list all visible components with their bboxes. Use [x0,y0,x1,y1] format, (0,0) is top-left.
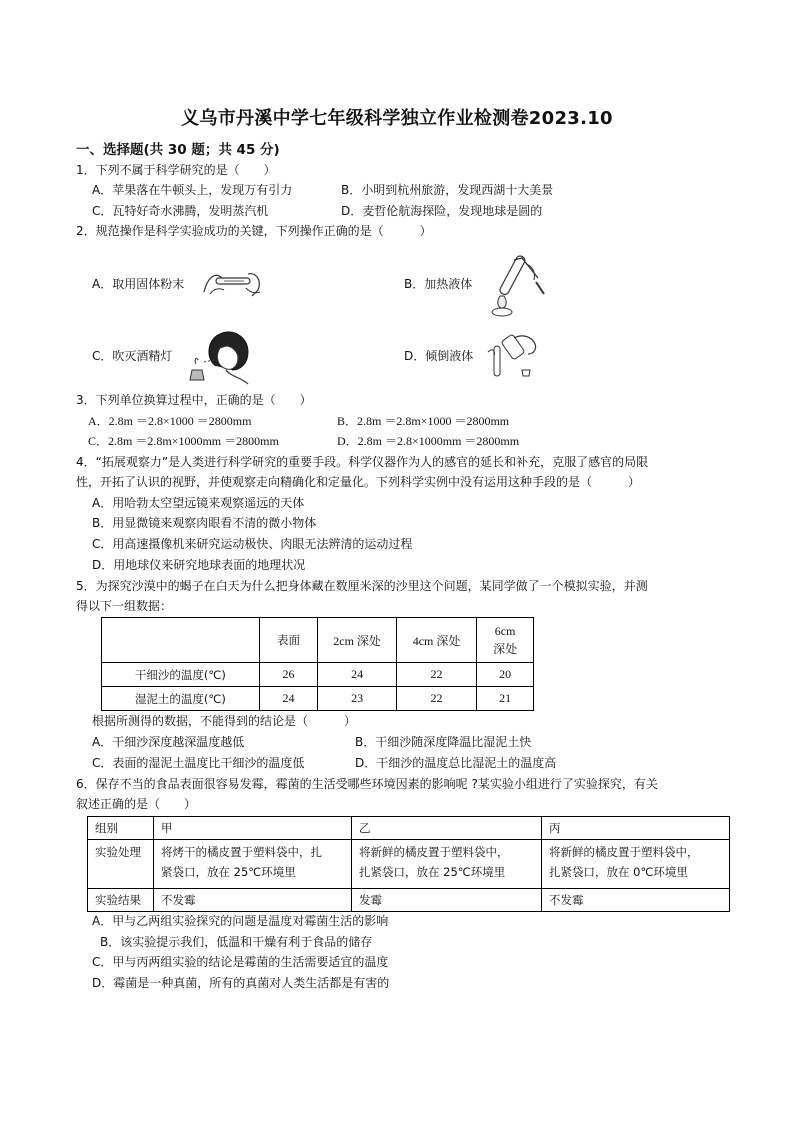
table-cell: 23 [318,687,396,711]
treatment-bing-line-2: 扎紧袋口，放在 0℃环境里 [549,865,688,879]
q5-data-table [101,617,534,711]
table-cell [154,840,352,889]
question-6-line-2: 叙述正确的是（ ） [76,797,197,811]
table-row [102,663,534,687]
blowing-lamp-icon [186,326,256,386]
treatment-bing-line-1: 将新鲜的橘皮置于塑料袋中， [549,845,699,859]
table-cell: 组别 [88,817,154,840]
question-4-line-1: 4．“拓展观察力”是人类进行科学研究的重要手段。科学仪器作为人的感官的延长和补充，克服了感官的局限 [76,455,649,469]
pouring-liquid-icon [484,330,544,380]
table-cell: 20 [477,663,534,687]
q1-option-d: D．麦哲伦航海探险，发现地球是圆的 [341,204,543,218]
table-cell: 表面 [259,618,318,663]
table-cell: 26 [259,663,318,687]
q6-option-b: B．该实验提示我们，低温和干燥有利于食品的储存 [100,935,373,949]
table-row [88,889,730,912]
heating-tube-icon [478,250,548,320]
question-5-line-1: 5．为探究沙漠中的蝎子在白天为什么把身体藏在数厘米深的沙里这个问题，某同学做了一个模拟实验，并测 [76,579,648,593]
table-cell: 干细沙的温度(℃) [102,663,260,687]
treatment-jia-line-2: 紧袋口，放在 25℃环境里 [161,865,296,879]
table-cell: 22 [396,663,476,687]
table-cell: 不发霉 [542,889,730,912]
table-row [102,687,534,711]
table-cell: 实验处理 [88,840,154,889]
q4-option-c: C．用高速摄像机来研究运动极快、肉眼无法辨清的运动过程 [92,537,413,551]
q4-option-b: B．用显微镜来观察肉眼看不清的微小物体 [92,516,317,530]
question-1-stem: 1．下列不属于科学研究的是（ ） [76,163,276,177]
question-2-stem: 2．规范操作是科学实验成功的关键，下列操作正确的是（ ） [76,224,432,238]
table-cell: 湿泥土的温度(℃) [102,687,260,711]
q3-option-a: A．2.8m ＝2.8×1000 ＝2800mm [88,414,252,428]
q2-option-a: A．取用固体粉末 [92,277,185,291]
table-cell: 24 [259,687,318,711]
table-row [88,840,730,889]
table-cell: 22 [396,687,476,711]
table-cell [542,840,730,889]
q1-option-a: A．苹果落在牛顿头上，发现万有引力 [92,183,293,197]
question-5-line-2: 得以下一组数据： [76,599,173,613]
q5-option-b: B．干细沙随深度降温比湿泥土快 [355,735,532,749]
header-depth: 深处 [493,642,518,656]
table-cell: 发霉 [352,889,542,912]
table-cell [102,618,260,663]
table-cell [477,618,534,663]
table-cell: 丙 [542,817,730,840]
q4-option-d: D．用地球仪来研究地球表面的地理状况 [92,558,306,572]
table-cell [352,840,542,889]
q3-option-c: C．2.8m ＝2.8m×1000mm ＝2800mm [88,434,279,448]
question-5-stem: 根据所测得的数据，不能得到的结论是（ ） [92,714,357,728]
q2-option-d: D．倾倒液体 [404,349,474,363]
table-cell: 4cm 深处 [396,618,476,663]
table-cell: 2cm 深处 [318,618,396,663]
table-row [88,817,730,840]
page-title: 义乌市丹溪中学七年级科学独立作业检测卷2023.10 [181,108,613,129]
q5-option-a: A．干细沙深度越深温度越低 [92,735,245,749]
table-cell: 不发霉 [154,889,352,912]
treatment-yi-line-1: 将新鲜的橘皮置于塑料袋中， [359,845,509,859]
q6-option-c: C．甲与丙两组实验的结论是霉菌的生活需要适宜的温度 [92,955,389,969]
table-cell: 21 [477,687,534,711]
q3-option-b: B．2.8m ＝2.8m×1000 ＝2800mm [337,414,510,428]
table-row [102,618,534,663]
question-3-stem: 3．下列单位换算过程中，正确的是（ ） [76,393,312,407]
table-cell: 乙 [352,817,542,840]
q5-option-c: C．表面的湿泥土温度比干细沙的温度低 [92,756,305,770]
table-cell: 24 [318,663,396,687]
question-4-line-2: 性，开拓了认识的视野，并使观察走向精确化和定量化。下列科学实例中没有运用这种手段的是（ ） [76,475,641,489]
table-cell: 实验结果 [88,889,154,912]
q2-option-b: B．加热液体 [404,277,473,291]
section-heading: 一、选择题(共 30 题；共 45 分) [76,142,280,158]
question-6-line-1: 6．保存不当的食品表面很容易发霉，霉菌的生活受哪些环境因素的影响呢 ?某实验小组进行了实验探究，有关 [76,777,658,791]
q6-option-d: D．霉菌是一种真菌，所有的真菌对人类生活都是有害的 [92,976,390,990]
treatment-yi-line-2: 扎紧袋口，放在 25℃环境里 [359,865,506,879]
q1-option-c: C．瓦特好奇水沸腾，发明蒸汽机 [92,204,269,218]
q6-option-a: A．甲与乙两组实验探究的问题是温度对霉菌生活的影响 [92,914,389,928]
header-6cm: 6cm [494,624,516,638]
q6-experiment-table [87,816,730,912]
q1-option-b: B．小明到杭州旅游，发现西湖十大美景 [341,183,554,197]
treatment-jia-line-1: 将烤干的橘皮置于塑料袋中，扎 [161,845,322,859]
powder-tube-icon [198,266,268,300]
q4-option-a: A．用哈勃太空望远镜来观察遥远的天体 [92,496,305,510]
q5-option-d: D．干细沙的温度总比湿泥土的温度高 [355,756,557,770]
q2-option-c: C．吹灭酒精灯 [92,349,173,363]
q3-option-d: D．2.8m ＝2.8×1000mm ＝2800mm [337,434,520,448]
table-cell: 甲 [154,817,352,840]
